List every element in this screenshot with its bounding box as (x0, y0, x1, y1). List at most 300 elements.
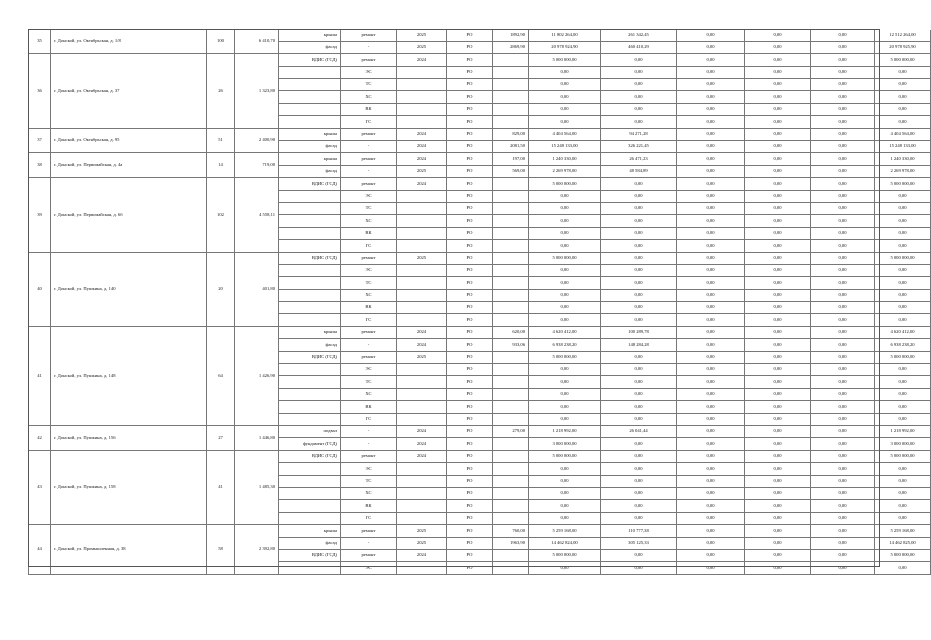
fund-federal-cell: 0,00 (677, 128, 745, 140)
method-cell: РО (447, 364, 493, 376)
fund-local-cell: 0,00 (811, 153, 875, 165)
year-cell (397, 202, 447, 214)
fund-federal-cell: 0,00 (677, 79, 745, 91)
fund-regional-cell: 0,00 (745, 289, 811, 301)
table-row (29, 178, 931, 190)
address-cell: г. Донской, ул. Пушкина, д. 158 (51, 450, 207, 524)
year-cell: 2025 (397, 30, 447, 42)
method-cell: РО (447, 116, 493, 128)
total-area: 2 400,90 (235, 128, 279, 153)
fund-federal-cell: 0,00 (677, 487, 745, 499)
work-type-cell: ВДИС (ГСД) (279, 351, 341, 363)
method-cell: РО (447, 314, 493, 326)
cost-per-unit-cell: 0,00 (601, 79, 677, 91)
cost-cell: 0,00 (529, 463, 601, 475)
cost-per-unit-cell: 261 342,45 (601, 30, 677, 42)
fund-regional-cell: 0,00 (745, 240, 811, 252)
total-cell: 5 000 000,00 (875, 54, 931, 66)
cost-cell: 14 462 824,00 (529, 537, 601, 549)
work-kind-cell: ремонт (341, 549, 397, 561)
year-cell: 2024 (397, 128, 447, 140)
fund-local-cell: 0,00 (811, 264, 875, 276)
repair-schedule-table (28, 29, 931, 575)
method-cell: РО (447, 30, 493, 42)
fund-regional-cell: 0,00 (745, 326, 811, 338)
fund-regional-cell: 0,00 (745, 388, 811, 400)
cost-cell: 15 248 133,00 (529, 141, 601, 153)
fund-local-cell: 0,00 (811, 141, 875, 153)
work-kind-cell: ХС (341, 289, 397, 301)
cost-cell: 0,00 (529, 116, 601, 128)
cost-per-unit-cell: 0,00 (601, 289, 677, 301)
row-number: 41 (29, 326, 51, 425)
cost-cell: 0,00 (529, 487, 601, 499)
volume-cell (493, 388, 529, 400)
cost-per-unit-cell: 0,00 (601, 314, 677, 326)
cost-cell: 4 620 412,00 (529, 326, 601, 338)
volume-cell: 933,06 (493, 339, 529, 351)
year-cell: 2025 (397, 525, 447, 537)
method-cell: РО (447, 475, 493, 487)
total-area: 1 485,30 (235, 450, 279, 524)
volume-cell (493, 54, 529, 66)
fund-local-cell: 0,00 (811, 190, 875, 202)
total-cell: 15 248 133,00 (875, 141, 931, 153)
cost-per-unit-cell: 0,00 (601, 178, 677, 190)
fund-regional-cell: 0,00 (745, 525, 811, 537)
method-cell: РО (447, 537, 493, 549)
volume-cell (493, 475, 529, 487)
residents-count: 14 (207, 153, 235, 178)
cost-per-unit-cell: 0,00 (601, 116, 677, 128)
document-sheet (28, 29, 916, 570)
cost-cell: 5 000 000,00 (529, 450, 601, 462)
work-type-cell: фасад (279, 339, 341, 351)
fund-federal-cell: 0,00 (677, 141, 745, 153)
volume-cell (493, 178, 529, 190)
cost-per-unit-cell: 0,00 (601, 215, 677, 227)
fund-federal-cell: 0,00 (677, 438, 745, 450)
work-kind-cell: ГС (341, 512, 397, 524)
fund-federal-cell: 0,00 (677, 190, 745, 202)
total-cell: 0,00 (875, 475, 931, 487)
cost-per-unit-cell: 0,00 (601, 487, 677, 499)
work-type-cell (279, 264, 341, 276)
fund-regional-cell: 0,00 (745, 413, 811, 425)
fund-regional-cell: 0,00 (745, 512, 811, 524)
work-type-cell: ВДИС (ГСД) (279, 252, 341, 264)
work-type-cell (279, 314, 341, 326)
method-cell: РО (447, 54, 493, 66)
fund-local-cell: 0,00 (811, 426, 875, 438)
fund-federal-cell: 0,00 (677, 264, 745, 276)
fund-local-cell: 0,00 (811, 500, 875, 512)
year-cell (397, 401, 447, 413)
fund-local-cell: 0,00 (811, 252, 875, 264)
work-type-cell (279, 227, 341, 239)
volume-cell (493, 103, 529, 115)
cost-per-unit-cell: 148 284,28 (601, 339, 677, 351)
method-cell: РО (447, 388, 493, 400)
residents-count: 51 (207, 128, 235, 153)
residents-count: 41 (207, 450, 235, 524)
cost-per-unit-cell: 26 041,44 (601, 426, 677, 438)
volume-cell (493, 562, 529, 574)
cost-per-unit-cell: 0,00 (601, 500, 677, 512)
fund-local-cell: 0,00 (811, 351, 875, 363)
volume-cell (493, 252, 529, 264)
fund-local-cell: 0,00 (811, 376, 875, 388)
total-area: 719,00 (235, 153, 279, 178)
table-row (29, 153, 931, 165)
cost-cell: 0,00 (529, 500, 601, 512)
fund-regional-cell: 0,00 (745, 178, 811, 190)
fund-federal-cell: 0,00 (677, 426, 745, 438)
work-type-cell: фасад (279, 165, 341, 177)
cost-cell: 5 000 000,00 (529, 549, 601, 561)
cost-cell: 0,00 (529, 190, 601, 202)
method-cell: РО (447, 91, 493, 103)
fund-regional-cell: 0,00 (745, 302, 811, 314)
volume-cell (493, 202, 529, 214)
year-cell (397, 264, 447, 276)
fund-federal-cell: 0,00 (677, 388, 745, 400)
total-cell: 0,00 (875, 240, 931, 252)
work-kind-cell: ГС (341, 116, 397, 128)
fund-local-cell: 0,00 (811, 79, 875, 91)
total-cell: 2 269 978,00 (875, 165, 931, 177)
volume-cell (493, 289, 529, 301)
volume-cell: 1892,90 (493, 30, 529, 42)
cost-cell: 20 978 924,90 (529, 41, 601, 53)
year-cell: 2024 (397, 54, 447, 66)
cost-cell: 0,00 (529, 401, 601, 413)
fund-federal-cell: 0,00 (677, 54, 745, 66)
year-cell (397, 91, 447, 103)
fund-federal-cell: 0,00 (677, 202, 745, 214)
residents-count: 64 (207, 326, 235, 425)
work-kind-cell: ХС (341, 388, 397, 400)
fund-federal-cell: 0,00 (677, 326, 745, 338)
total-cell: 0,00 (875, 463, 931, 475)
cost-cell: 0,00 (529, 364, 601, 376)
address-cell: г. Донской, ул. Пушкина, д. 148 (51, 326, 207, 425)
total-cell: 0,00 (875, 227, 931, 239)
cost-per-unit-cell: 0,00 (601, 190, 677, 202)
year-cell (397, 66, 447, 78)
fund-local-cell: 0,00 (811, 562, 875, 574)
total-cell: 4 620 412,00 (875, 326, 931, 338)
fund-regional-cell: 0,00 (745, 215, 811, 227)
work-type-cell: крыша (279, 326, 341, 338)
fund-federal-cell: 0,00 (677, 500, 745, 512)
address-cell: г. Донской, ул. Октябрьская, д. 1/8 (51, 30, 207, 54)
fund-federal-cell: 0,00 (677, 178, 745, 190)
fund-federal-cell: 0,00 (677, 339, 745, 351)
work-kind-cell: ремонт (341, 351, 397, 363)
cost-cell: 0,00 (529, 277, 601, 289)
total-cell: 0,00 (875, 302, 931, 314)
fund-local-cell: 0,00 (811, 215, 875, 227)
work-kind-cell: - (341, 41, 397, 53)
year-cell: 2024 (397, 141, 447, 153)
volume-cell (493, 66, 529, 78)
work-kind-cell: ТС (341, 202, 397, 214)
year-cell (397, 562, 447, 574)
fund-local-cell: 0,00 (811, 165, 875, 177)
work-type-cell: ВДИС (ГСД) (279, 178, 341, 190)
year-cell (397, 103, 447, 115)
cost-per-unit-cell: 0,00 (601, 103, 677, 115)
total-area: 6 410,70 (235, 30, 279, 54)
fund-federal-cell: 0,00 (677, 41, 745, 53)
volume-cell: 2081,50 (493, 141, 529, 153)
work-kind-cell: ремонт (341, 450, 397, 462)
cost-cell: 0,00 (529, 413, 601, 425)
fund-local-cell: 0,00 (811, 202, 875, 214)
cost-cell: 0,00 (529, 79, 601, 91)
total-cell: 0,00 (875, 401, 931, 413)
volume-cell (493, 512, 529, 524)
work-type-cell (279, 79, 341, 91)
fund-local-cell: 0,00 (811, 227, 875, 239)
year-cell (397, 512, 447, 524)
volume-cell: 279,00 (493, 426, 529, 438)
volume-cell: 829,00 (493, 128, 529, 140)
method-cell: РО (447, 500, 493, 512)
work-kind-cell: ВК (341, 227, 397, 239)
row-number: 40 (29, 252, 51, 326)
work-type-cell (279, 215, 341, 227)
fund-federal-cell: 0,00 (677, 549, 745, 561)
cost-per-unit-cell: 0,00 (601, 438, 677, 450)
year-cell: 2025 (397, 41, 447, 53)
work-type-cell: ВДИС (ГСД) (279, 549, 341, 561)
work-kind-cell: ЭС (341, 364, 397, 376)
method-cell: РО (447, 66, 493, 78)
method-cell: РО (447, 103, 493, 115)
work-kind-cell: ТС (341, 376, 397, 388)
total-cell: 0,00 (875, 413, 931, 425)
fund-regional-cell: 0,00 (745, 165, 811, 177)
residents-count: 58 (207, 525, 235, 575)
method-cell: РО (447, 450, 493, 462)
method-cell: РО (447, 562, 493, 574)
total-cell: 0,00 (875, 116, 931, 128)
work-type-cell (279, 277, 341, 289)
table-row (29, 426, 931, 438)
method-cell: РО (447, 463, 493, 475)
fund-federal-cell: 0,00 (677, 314, 745, 326)
total-cell: 5 000 000,00 (875, 549, 931, 561)
total-cell: 0,00 (875, 314, 931, 326)
work-kind-cell: ВК (341, 401, 397, 413)
work-type-cell (279, 202, 341, 214)
work-type-cell: ВДИС (ГСД) (279, 54, 341, 66)
cost-cell: 0,00 (529, 302, 601, 314)
year-cell (397, 302, 447, 314)
year-cell: 2024 (397, 549, 447, 561)
work-kind-cell: ХС (341, 215, 397, 227)
fund-regional-cell: 0,00 (745, 41, 811, 53)
cost-cell: 0,00 (529, 314, 601, 326)
cost-per-unit-cell: 0,00 (601, 227, 677, 239)
cost-per-unit-cell: 0,00 (601, 66, 677, 78)
fund-local-cell: 0,00 (811, 463, 875, 475)
volume-cell (493, 549, 529, 561)
fund-federal-cell: 0,00 (677, 227, 745, 239)
fund-federal-cell: 0,00 (677, 91, 745, 103)
work-type-cell (279, 103, 341, 115)
cost-per-unit-cell: 0,00 (601, 277, 677, 289)
method-cell: РО (447, 202, 493, 214)
fund-federal-cell: 0,00 (677, 277, 745, 289)
total-cell: 0,00 (875, 376, 931, 388)
fund-local-cell: 0,00 (811, 512, 875, 524)
total-cell: 0,00 (875, 202, 931, 214)
method-cell: РО (447, 426, 493, 438)
address-cell: г. Донской, ул. Пушкина, д. 140 (51, 252, 207, 326)
volume-cell (493, 364, 529, 376)
work-kind-cell: ВК (341, 302, 397, 314)
fund-local-cell: 0,00 (811, 277, 875, 289)
fund-federal-cell: 0,00 (677, 252, 745, 264)
row-number: 44 (29, 525, 51, 575)
fund-regional-cell: 0,00 (745, 438, 811, 450)
volume-cell (493, 376, 529, 388)
total-cell: 6 938 238,20 (875, 339, 931, 351)
work-type-cell (279, 512, 341, 524)
work-kind-cell: ремонт (341, 153, 397, 165)
volume-cell (493, 116, 529, 128)
total-cell: 0,00 (875, 500, 931, 512)
method-cell: РО (447, 376, 493, 388)
total-cell: 0,00 (875, 487, 931, 499)
cost-per-unit-cell: 0,00 (601, 364, 677, 376)
table-row (29, 252, 931, 264)
year-cell (397, 289, 447, 301)
total-cell: 0,00 (875, 512, 931, 524)
work-kind-cell: - (341, 339, 397, 351)
address-cell: г. Донской, ул. Октябрьская, д. 95 (51, 128, 207, 153)
fund-regional-cell: 0,00 (745, 103, 811, 115)
fund-regional-cell: 0,00 (745, 128, 811, 140)
work-type-cell (279, 364, 341, 376)
work-kind-cell: - (341, 165, 397, 177)
volume-cell (493, 450, 529, 462)
total-cell: 5 000 000,00 (875, 351, 931, 363)
year-cell: 2025 (397, 351, 447, 363)
fund-regional-cell: 0,00 (745, 450, 811, 462)
fund-local-cell: 0,00 (811, 302, 875, 314)
fund-federal-cell: 0,00 (677, 413, 745, 425)
fund-regional-cell: 0,00 (745, 487, 811, 499)
fund-regional-cell: 0,00 (745, 277, 811, 289)
work-kind-cell: ГС (341, 314, 397, 326)
volume-cell (493, 264, 529, 276)
fund-federal-cell: 0,00 (677, 376, 745, 388)
work-kind-cell: - (341, 537, 397, 549)
fund-local-cell: 0,00 (811, 401, 875, 413)
year-cell (397, 277, 447, 289)
work-type-cell (279, 302, 341, 314)
fund-federal-cell: 0,00 (677, 351, 745, 363)
work-type-cell (279, 401, 341, 413)
work-kind-cell: - (341, 141, 397, 153)
cost-per-unit-cell: 0,00 (601, 54, 677, 66)
volume-cell: 197,00 (493, 153, 529, 165)
method-cell: РО (447, 79, 493, 91)
method-cell: РО (447, 190, 493, 202)
method-cell: РО (447, 240, 493, 252)
fund-federal-cell: 0,00 (677, 525, 745, 537)
work-type-cell: крыша (279, 525, 341, 537)
cost-cell: 0,00 (529, 66, 601, 78)
fund-regional-cell: 0,00 (745, 190, 811, 202)
cost-per-unit-cell: 110 777,38 (601, 525, 677, 537)
cost-cell: 6 938 238,20 (529, 339, 601, 351)
method-cell: РО (447, 487, 493, 499)
table-row (29, 128, 931, 140)
fund-regional-cell: 0,00 (745, 351, 811, 363)
residents-count: 27 (207, 426, 235, 451)
work-kind-cell: - (341, 438, 397, 450)
cost-per-unit-cell: 0,00 (601, 264, 677, 276)
cost-per-unit-cell: 48 584,89 (601, 165, 677, 177)
cost-per-unit-cell: 0,00 (601, 302, 677, 314)
table-row (29, 525, 931, 537)
row-number: 38 (29, 153, 51, 178)
fund-local-cell: 0,00 (811, 438, 875, 450)
method-cell: РО (447, 339, 493, 351)
work-type-cell (279, 463, 341, 475)
work-kind-cell: ВК (341, 500, 397, 512)
total-cell: 0,00 (875, 66, 931, 78)
cost-per-unit-cell: 0,00 (601, 562, 677, 574)
year-cell (397, 487, 447, 499)
total-cell: 0,00 (875, 91, 931, 103)
cost-per-unit-cell: 305 125,33 (601, 537, 677, 549)
total-cell: 1 240 330,00 (875, 153, 931, 165)
cost-cell: 0,00 (529, 103, 601, 115)
fund-federal-cell: 0,00 (677, 302, 745, 314)
work-type-cell: фундамент (ГСД) (279, 438, 341, 450)
residents-count: 102 (207, 178, 235, 252)
fund-local-cell: 0,00 (811, 116, 875, 128)
fund-local-cell: 0,00 (811, 475, 875, 487)
fund-regional-cell: 0,00 (745, 153, 811, 165)
cost-per-unit-cell: 0,00 (601, 401, 677, 413)
work-kind-cell: ТС (341, 277, 397, 289)
fund-federal-cell: 0,00 (677, 215, 745, 227)
volume-cell (493, 463, 529, 475)
work-kind-cell: ремонт (341, 252, 397, 264)
fund-regional-cell: 0,00 (745, 475, 811, 487)
work-kind-cell: ГС (341, 413, 397, 425)
cost-per-unit-cell: 0,00 (601, 240, 677, 252)
work-type-cell (279, 240, 341, 252)
method-cell: РО (447, 252, 493, 264)
fund-local-cell: 0,00 (811, 339, 875, 351)
fund-federal-cell: 0,00 (677, 537, 745, 549)
fund-federal-cell: 0,00 (677, 165, 745, 177)
year-cell (397, 314, 447, 326)
cost-cell: 0,00 (529, 202, 601, 214)
work-type-cell: крыша (279, 153, 341, 165)
volume-cell (493, 438, 529, 450)
fund-local-cell: 0,00 (811, 326, 875, 338)
fund-federal-cell: 0,00 (677, 450, 745, 462)
